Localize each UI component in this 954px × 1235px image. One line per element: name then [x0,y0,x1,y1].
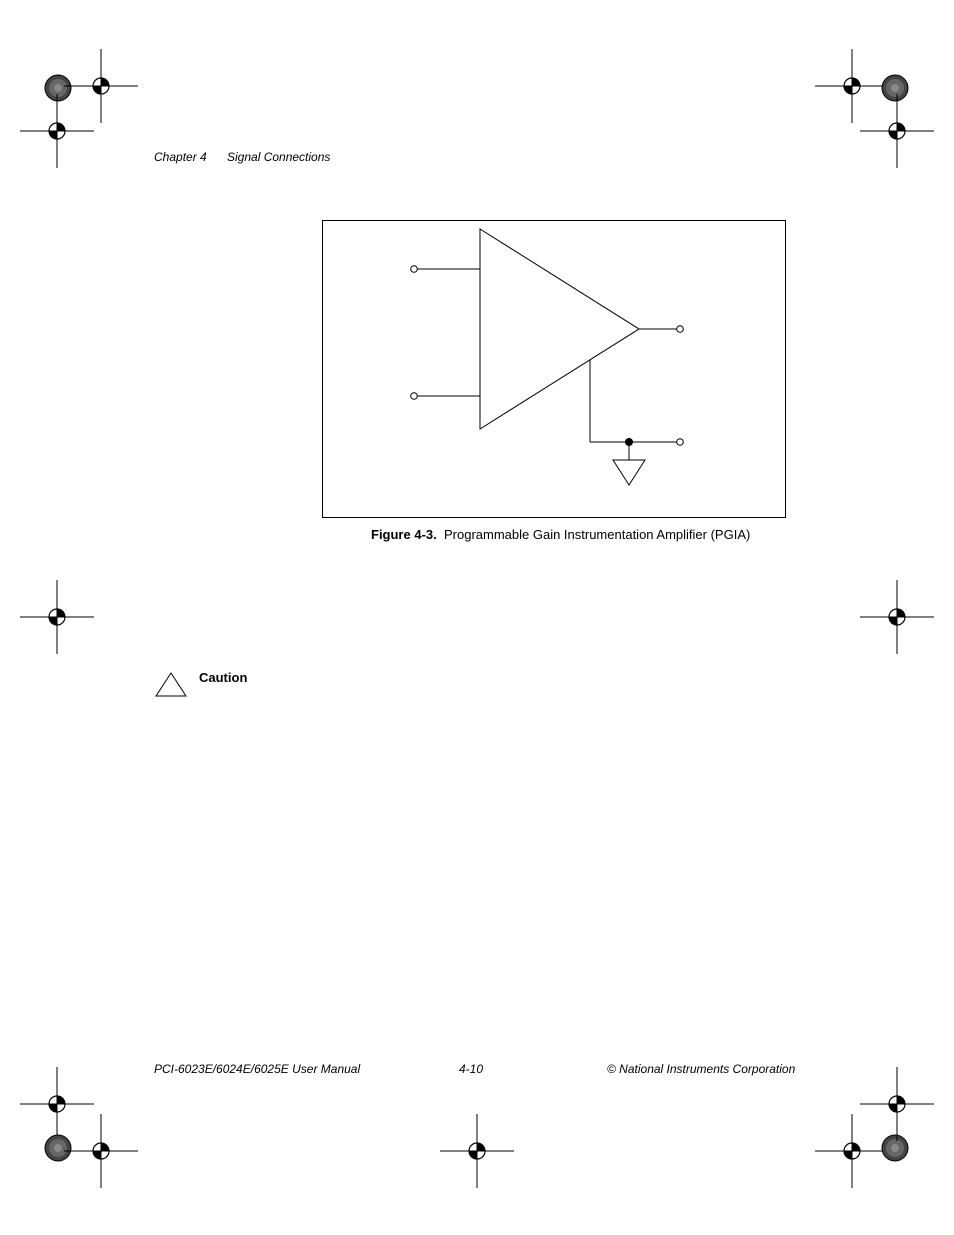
pgia-schematic [323,221,785,517]
caution-label: Caution [199,670,248,685]
input-negative-terminal [411,393,418,400]
figure-title: Programmable Gain Instrumentation Amplifier (PGIA) [443,527,751,542]
page-number: 4-10 [459,1062,484,1076]
input-positive-terminal [411,266,418,273]
registration-crosshair-icon [860,94,934,168]
registration-crosshair-icon [815,1114,889,1188]
chapter-number: Chapter 4 [154,150,207,164]
registration-crosshair-icon [815,49,889,123]
registration-crosshair-icon [440,1114,514,1188]
registration-crosshair-icon [20,1067,94,1141]
registration-crosshair-icon [20,580,94,654]
registration-star-icon [45,75,71,101]
registration-star-icon [882,75,908,101]
reference-terminal [677,439,684,446]
registration-crosshair-icon [64,1114,138,1188]
figure-label: Figure 4-3. [371,527,437,542]
junction-dot [625,438,633,446]
registration-crosshair-icon [64,49,138,123]
registration-star-icon [882,1135,908,1161]
figure-caption [371,527,750,542]
ground-icon [613,460,645,485]
copyright: © National Instruments Corporation [607,1062,796,1076]
chapter-title: Signal Connections [227,150,331,164]
registration-crosshair-icon [20,94,94,168]
registration-crosshair-icon [860,1067,934,1141]
manual-title: PCI-6023E/6024E/6025E User Manual [154,1062,361,1076]
caution-triangle-icon [155,672,187,698]
amplifier-triangle [480,229,639,429]
pgia-figure [322,220,786,518]
registration-star-icon [45,1135,71,1161]
registration-crosshair-icon [860,580,934,654]
output-terminal [677,326,684,333]
